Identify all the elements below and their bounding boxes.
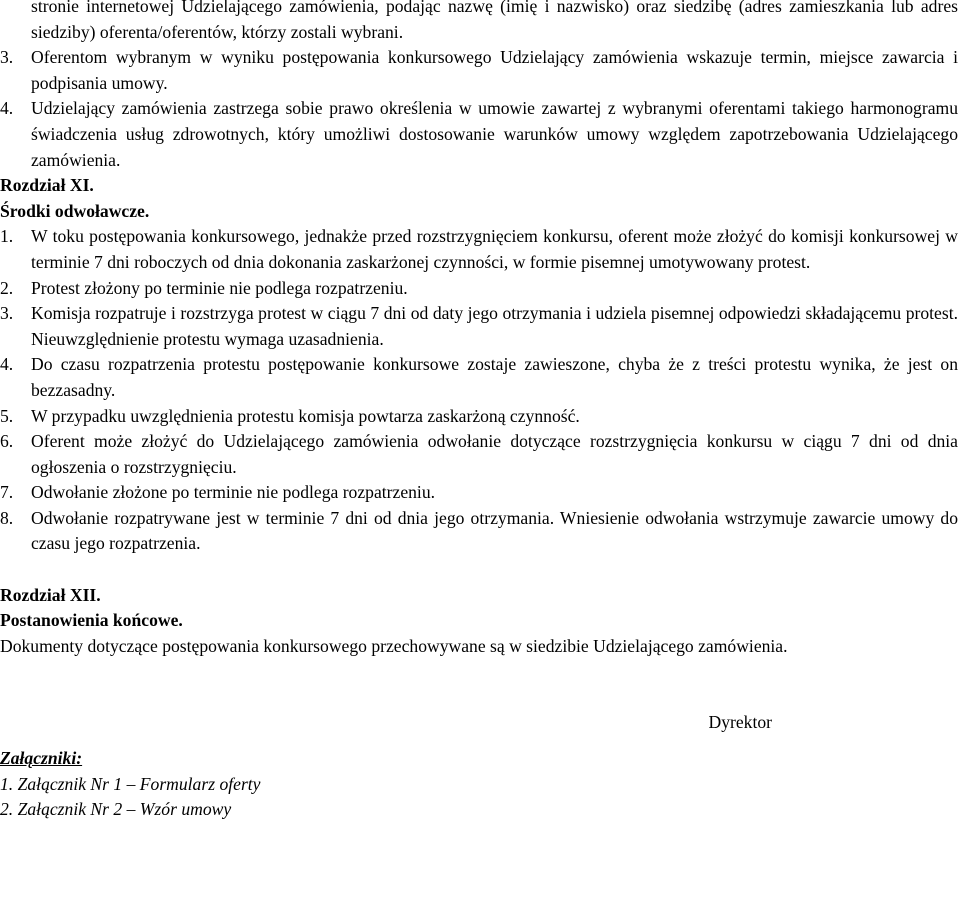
section-xi-subtitle: Środki odwoławcze.: [0, 200, 150, 221]
item-text: Odwołanie złożone po terminie nie podlega rozpatrzeniu.: [31, 482, 436, 503]
list-item: [0, 480, 958, 506]
item-text: Do czasu rozpatrzenia protestu postępowanie konkursowe zostaje zawieszone, chyba że z treści protestu wynika, że jest on bezzasadny.: [31, 354, 958, 400]
item-number: 5.: [0, 405, 14, 426]
list-item: [0, 301, 958, 352]
item-text: Komisja rozpatruje i rozstrzyga protest w ciągu 7 dni od daty jego otrzymania i udziela pisemnej odpowiedzi składającemu protest. Nieuwzględnienie protestu wymaga uzasadnienia.: [31, 303, 958, 349]
section-xii-text: Dokumenty dotyczące postępowania konkursowego przechowywane są w siedzibie Udzielającego zamówienia.: [0, 635, 788, 656]
item-number: 3.: [0, 303, 14, 324]
spacer: [0, 659, 958, 710]
signature-label: Dyrektor: [708, 712, 772, 733]
intro-continuation: stronie internetowej Udzielającego zamówienia, podając nazwę (imię i nazwisko) oraz siedzibę (adres zamieszkania lub adres siedziby) oferenta/oferentów, którzy zostali wybrani.: [31, 0, 958, 42]
list-item: [0, 506, 958, 557]
item-text: Udzielający zamówienia zastrzega sobie prawo określenia w umowie zawartej z wybranymi oferentami takiego harmonogramu świadczenia usług zdrowotnych, który umożliwi dostosowanie warunków umowy względem zapotrzebowania Udzielającego zamówienia.: [31, 98, 958, 170]
item-text: Oferent może złożyć do Udzielającego zamówienia odwołanie dotyczące rozstrzygnięcia konkursu w ciągu 7 dni od dnia ogłoszenia o rozstrzygnięciu.: [31, 431, 958, 477]
item-text: Odwołanie rozpatrywane jest w terminie 7 dni od dnia jego otrzymania. Wniesienie odwołania wstrzymuje zawarcie umowy do czasu jego rozpatrzenia.: [31, 507, 958, 554]
attachment-item: 1. Załącznik Nr 1 – Formularz oferty: [0, 773, 261, 794]
spacer: [0, 557, 958, 583]
item-number: 3.: [0, 47, 14, 68]
item-number: 8.: [0, 507, 14, 528]
item-text: W toku postępowania konkursowego, jednakże przed rozstrzygnięciem konkursu, oferent może złożyć do komisji konkursowej w terminie 7 dni roboczych od dnia dokonania zaskarżonej czynności, w formie pisemnej umotywowany protest.: [31, 226, 958, 272]
list-item: [0, 404, 958, 430]
section-xi-title: Rozdział XI.: [0, 175, 94, 196]
section-xii-subtitle: Postanowienia końcowe.: [0, 610, 183, 631]
item-number: 7.: [0, 482, 14, 503]
item-text: Protest złożony po terminie nie podlega rozpatrzeniu.: [31, 277, 408, 298]
item-number: 2.: [0, 277, 14, 298]
item-number: 4.: [0, 98, 14, 119]
item-text: W przypadku uwzględnienia protestu komisja powtarza zaskarżoną czynność.: [31, 405, 580, 426]
attachment-item: 2. Załącznik Nr 2 – Wzór umowy: [0, 799, 232, 820]
item-number: 1.: [0, 226, 14, 247]
section-xii-title: Rozdział XII.: [0, 584, 101, 605]
item-text: Oferentom wybranym w wyniku postępowania konkursowego Udzielający zamówienia wskazuje termin, miejsce zawarcia i podpisania umowy.: [31, 47, 958, 93]
list-item: [0, 429, 958, 480]
list-item: [0, 352, 958, 403]
attachments-title: Załączniki:: [0, 748, 83, 769]
list-item: [0, 45, 958, 96]
list-item: [0, 224, 958, 275]
item-number: 6.: [0, 431, 14, 452]
item-number: 4.: [0, 354, 14, 375]
list-item: [0, 276, 958, 302]
list-item: [0, 96, 958, 173]
